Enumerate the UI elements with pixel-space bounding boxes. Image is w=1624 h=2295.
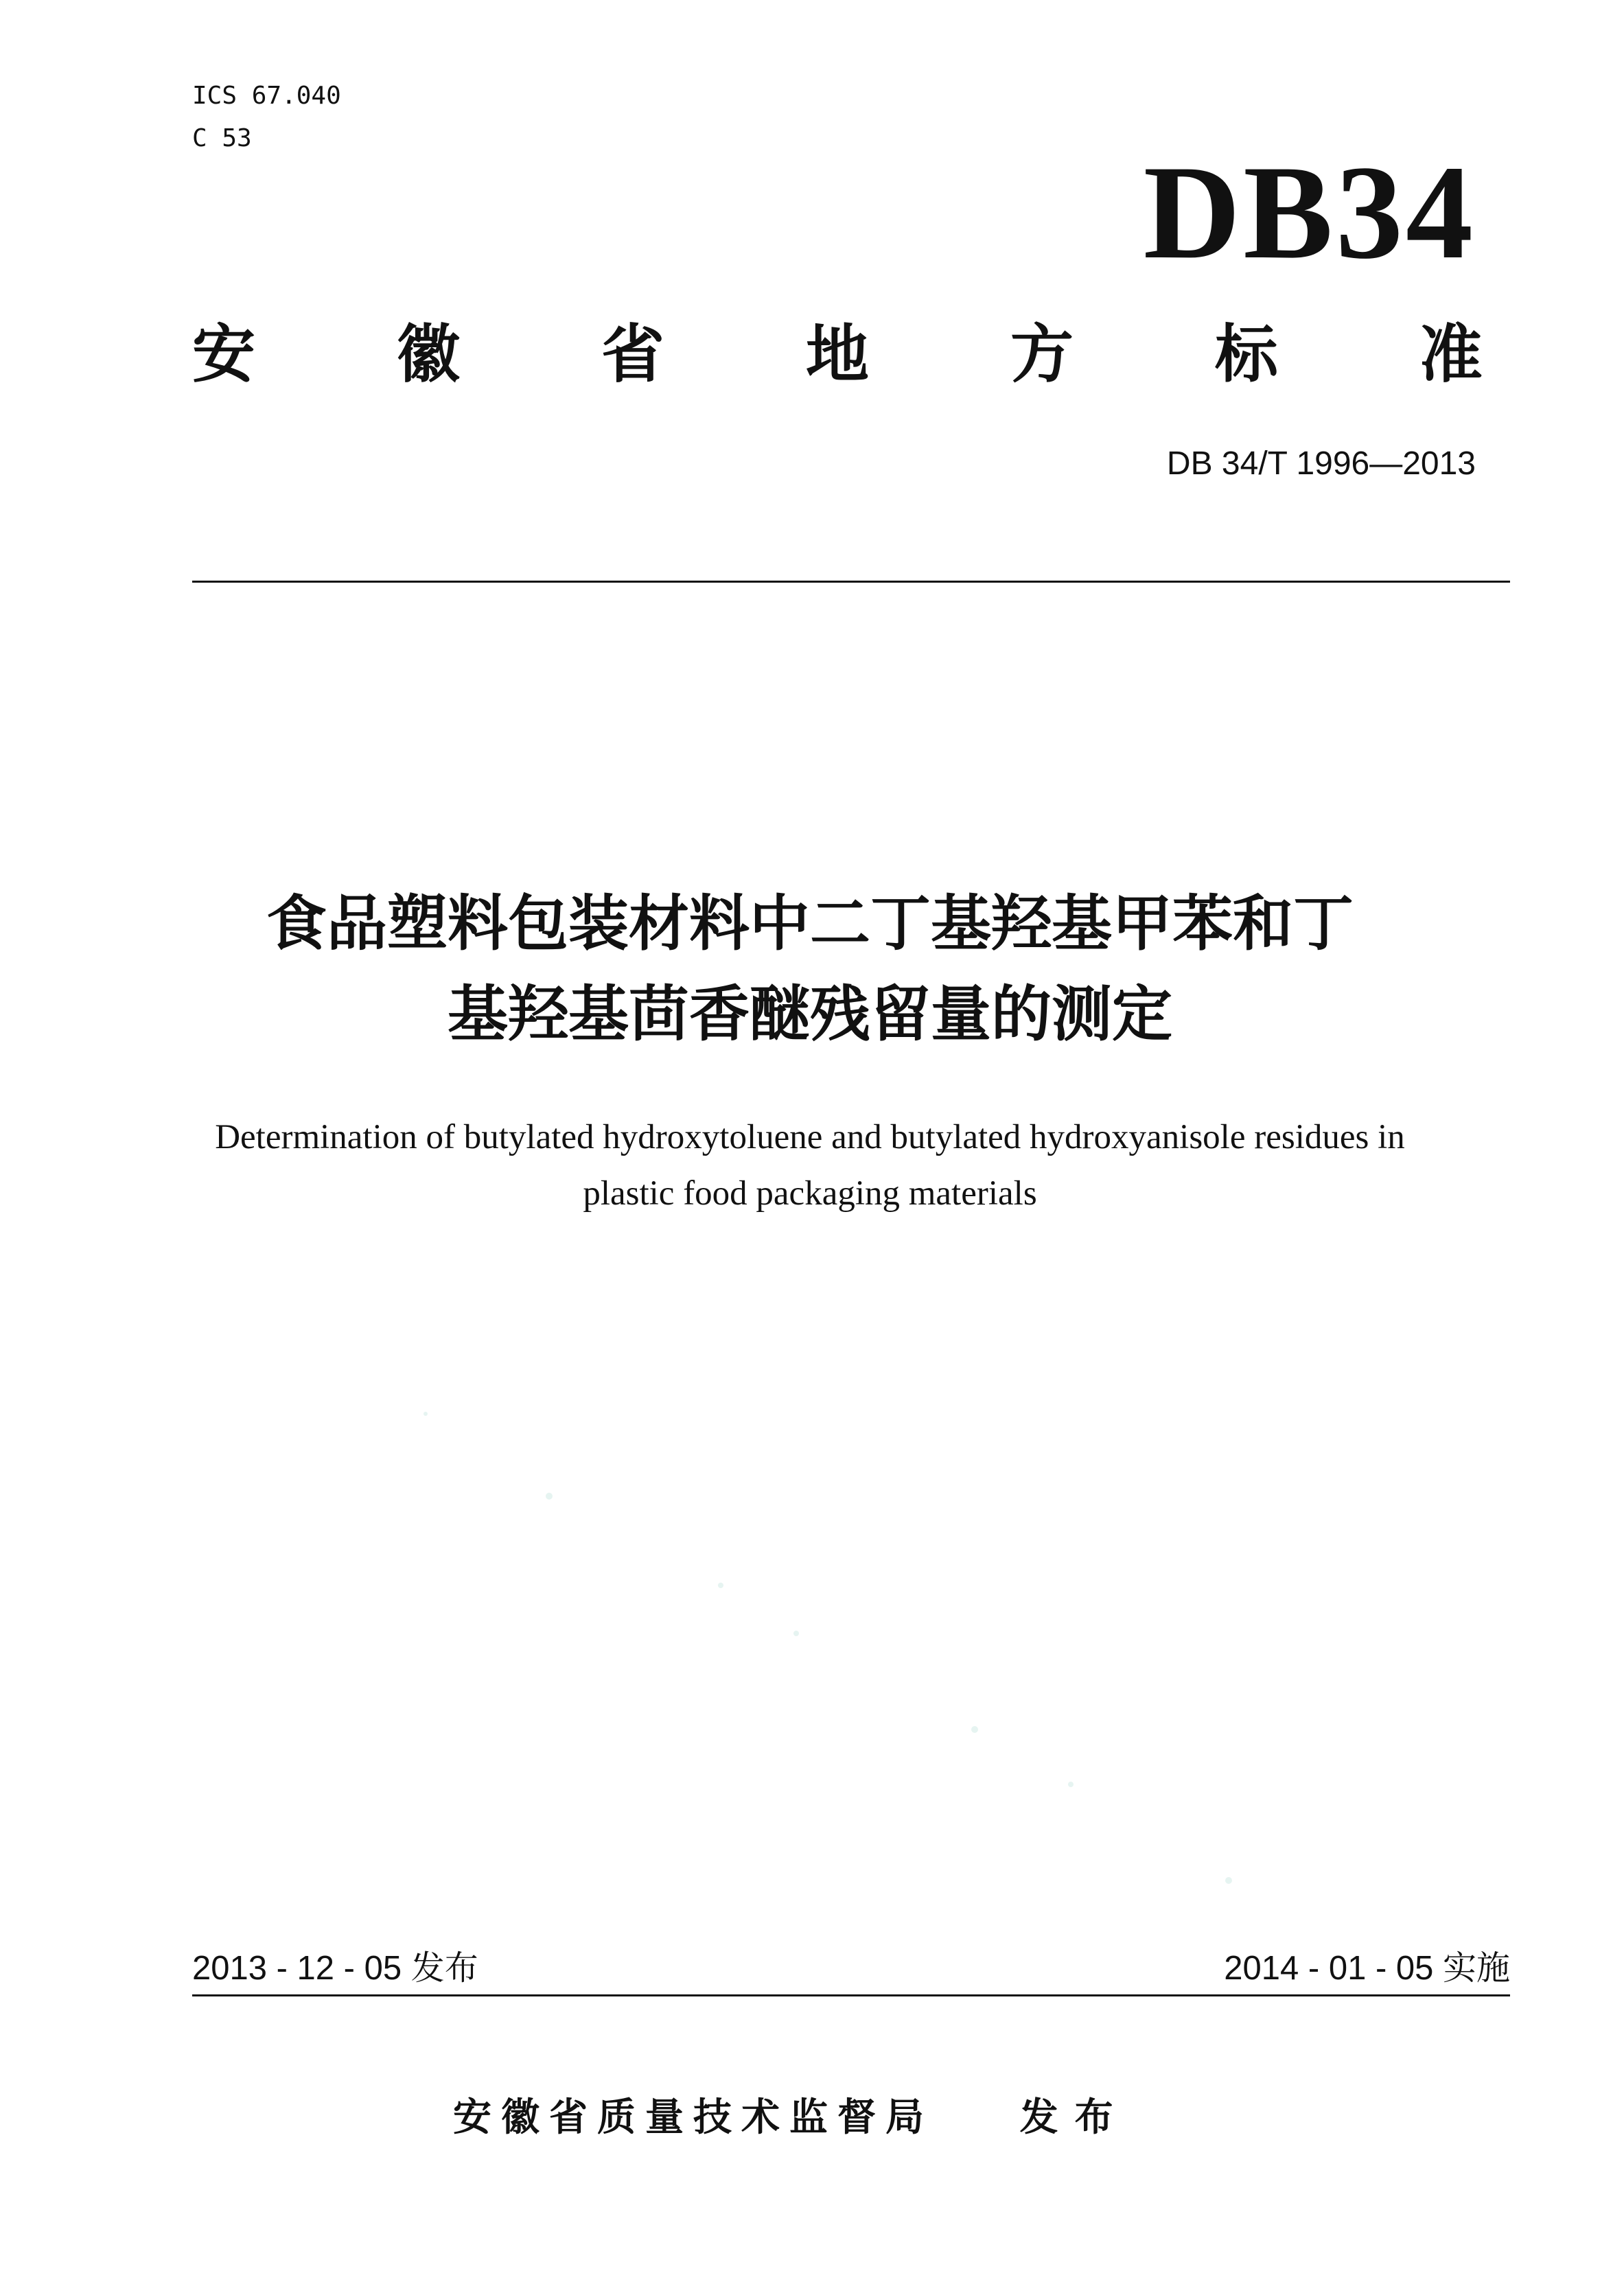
standard-type-char: 安 [192, 320, 256, 390]
english-title-line: plastic food packaging materials [583, 1174, 1037, 1213]
standard-type-heading [192, 317, 1483, 393]
standard-type-char: 地 [805, 320, 869, 390]
english-title-line: Determination of butylated hydroxytoluene and butylated hydroxyanisole residues in [215, 1118, 1405, 1156]
standard-type-char: 省 [601, 320, 664, 390]
standard-type-char: 标 [1214, 320, 1278, 390]
chinese-title [137, 878, 1483, 1060]
footer-divider [192, 1994, 1510, 1996]
standard-type-char: 徽 [396, 320, 460, 390]
standard-type-char: 方 [1010, 320, 1074, 390]
publish-label: 发布 [1019, 2095, 1130, 2139]
header-divider [192, 581, 1510, 583]
standard-type-char: 准 [1419, 320, 1483, 390]
publisher-name: 安徽省质量技术监督局 [453, 2095, 933, 2139]
publisher-line [453, 2093, 1130, 2141]
ics-code: ICS 67.040 [192, 82, 341, 110]
ccs-code: C 53 [192, 124, 252, 152]
implementation-date: 2014 - 01 - 05 实施 [1224, 1950, 1510, 1987]
chinese-title-line: 基羟基茴香醚残留量的测定 [447, 980, 1172, 1048]
chinese-title-line: 食品塑料包装材料中二丁基羟基甲苯和丁 [266, 889, 1354, 957]
standard-number: DB 34/T 1996—2013 [1166, 445, 1476, 482]
db34-logo: DB34 [1143, 138, 1476, 287]
issue-date: 2013 - 12 - 05 发布 [192, 1950, 478, 1987]
english-title [137, 1109, 1483, 1222]
